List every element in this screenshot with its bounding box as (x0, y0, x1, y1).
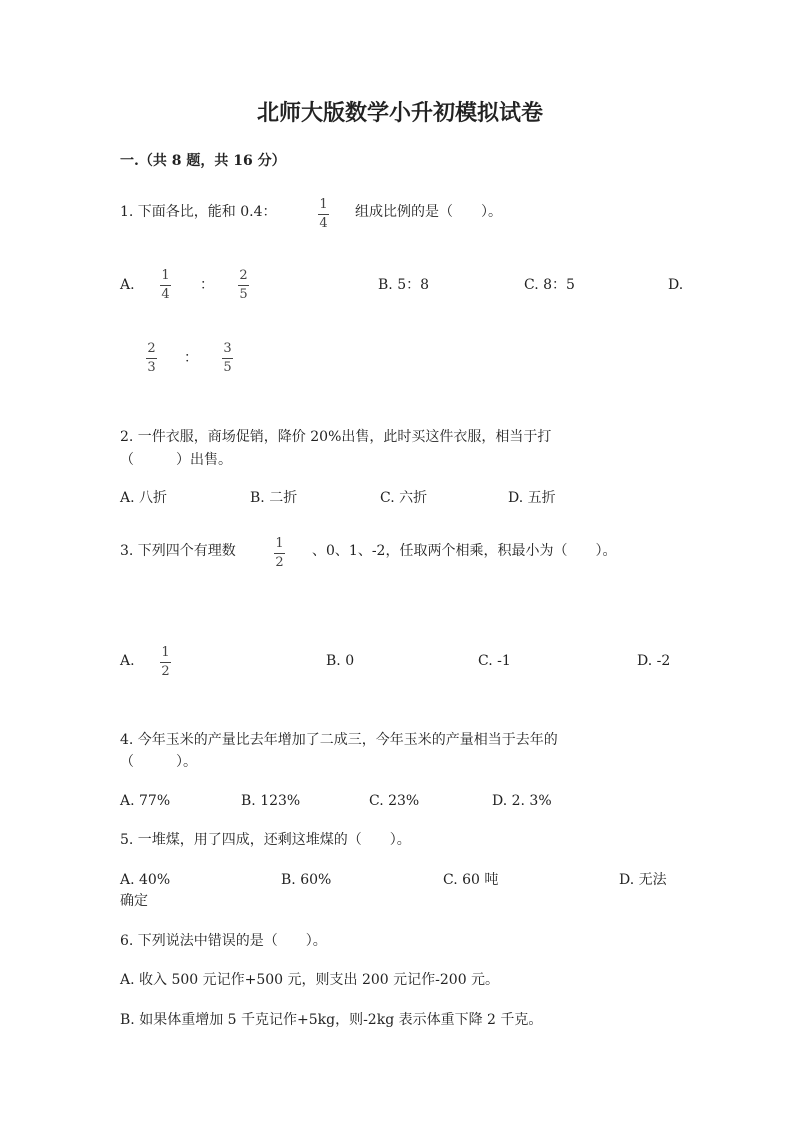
fraction-bar (160, 662, 171, 663)
fraction-bar (318, 214, 329, 215)
denominator: 5 (239, 287, 248, 302)
q4-stem-line-1: 4. 今年玉米的产量比去年增加了二成三，今年玉米的产量相当于去年的 (120, 732, 558, 748)
numerator: 1 (161, 268, 170, 283)
q4-option-b: B. 123% (241, 793, 301, 809)
q1-stem-fraction (318, 198, 329, 231)
q3-option-d: D. -2 (637, 653, 671, 669)
q4-option-c: C. 23% (369, 793, 420, 809)
numerator: 2 (239, 268, 248, 283)
fraction-bar (222, 358, 233, 359)
q3-stem-end: 、0、1、-2，任取两个相乘，积最小为（ ）。 (312, 543, 617, 559)
q1-option-c: C. 8：5 (524, 277, 575, 293)
q2-stem-line-2: （ ）出售。 (120, 452, 232, 468)
q5-option-a: A. 40% (120, 872, 171, 888)
q3-option-a-label: A. (120, 653, 135, 669)
numerator: 1 (161, 645, 170, 660)
q2-option-c: C. 六折 (380, 490, 428, 506)
q3-option-b: B. 0 (326, 653, 355, 669)
q1-option-a-fraction-2 (238, 269, 249, 302)
q2-stem-line-1: 2. 一件衣服，商场促销，降价 20%出售，此时买这件衣服，相当于打 (120, 429, 552, 445)
q2-option-a: A. 八折 (120, 490, 168, 506)
q5-option-c: C. 60 吨 (443, 872, 499, 888)
denominator: 4 (319, 216, 328, 231)
denominator: 3 (147, 360, 156, 375)
section-heading: 一.（共 8 题，共 16 分） (120, 153, 286, 169)
denominator: 4 (161, 287, 170, 302)
fraction-bar (274, 553, 285, 554)
q3-option-c: C. -1 (478, 653, 511, 669)
q1-option-a-label: A. (120, 277, 135, 293)
q3-option-a-fraction (160, 646, 171, 679)
fraction-bar (160, 285, 171, 286)
q6-stem: 6. 下列说法中错误的是（ ）。 (120, 933, 327, 949)
q4-stem-line-2: （ ）。 (120, 754, 197, 770)
q5-option-b: B. 60% (281, 872, 332, 888)
q5-option-d: D. 无法 (619, 872, 667, 888)
q4-option-a: A. 77% (120, 793, 171, 809)
q1-stem-start: 1. 下面各比，能和 0.4： (120, 204, 277, 220)
numerator: 1 (275, 536, 284, 551)
q2-option-b: B. 二折 (250, 490, 298, 506)
page-title: 北师大版数学小升初模拟试卷 (256, 100, 543, 126)
q3-stem-start: 3. 下列四个有理数 (120, 543, 236, 559)
q1-option-a-fraction-1 (160, 269, 171, 302)
numerator: 1 (319, 197, 328, 212)
q1-option-d-fraction-1 (146, 342, 157, 375)
q1-stem-end: 组成比例的是（ ）。 (355, 204, 502, 220)
ratio-colon: ： (184, 350, 198, 366)
denominator: 2 (275, 555, 284, 570)
numerator: 2 (147, 341, 156, 356)
fraction-bar (238, 285, 249, 286)
q1-option-d-fraction-2 (222, 342, 233, 375)
q3-stem-fraction (274, 537, 285, 570)
q5-option-d-continued: 确定 (120, 893, 148, 909)
fraction-bar (146, 358, 157, 359)
denominator: 5 (223, 360, 232, 375)
q4-option-d: D. 2. 3% (492, 793, 552, 809)
denominator: 2 (161, 664, 170, 679)
q1-option-b: B. 5：8 (378, 277, 430, 293)
q6-option-a: A. 收入 500 元记作+500 元，则支出 200 元记作-200 元。 (120, 972, 500, 988)
numerator: 3 (223, 341, 232, 356)
q1-option-d-label: D. (668, 277, 684, 293)
ratio-colon: ： (200, 277, 214, 293)
q6-option-b: B. 如果体重增加 5 千克记作+5kg，则-2kg 表示体重下降 2 千克。 (120, 1012, 543, 1028)
q5-stem: 5. 一堆煤，用了四成，还剩这堆煤的（ ）。 (120, 832, 411, 848)
q2-option-d: D. 五折 (508, 490, 556, 506)
